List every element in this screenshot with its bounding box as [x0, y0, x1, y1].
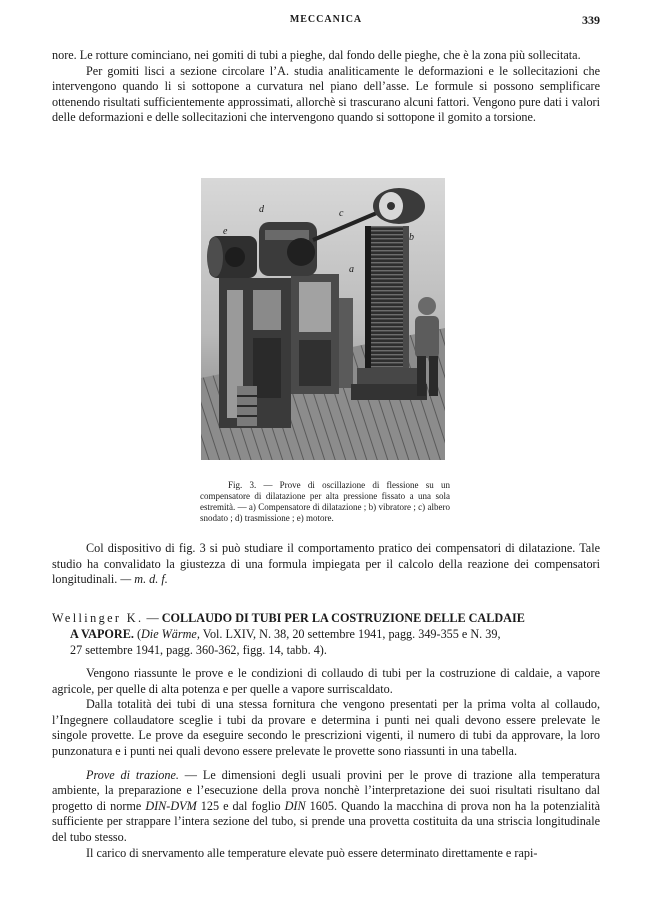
- body-paragraph-4: Il carico di snervamento alle temperature elevate può essere determinato direttamente e rapi-: [86, 845, 538, 860]
- vibrator: [373, 188, 425, 224]
- caption-text: Fig. 3. — Prove di oscillazione di flessione su un compensatore di dilatazione per alta pressione fissato a una sola estremità. — a) Compensatore di dilatazione ; b) vibratore ; c) albero snodato ; d) trasmissione ; e) motore.: [200, 480, 450, 523]
- figure-caption: [200, 480, 450, 524]
- body-paragraph-3: [52, 768, 600, 846]
- entry-citation2: 27 settembre 1941, pagg. 360-362, figg. 14, tabb. 4).: [70, 643, 327, 658]
- entry-citation-line1: A VAPORE. (Die Wärme, Vol. LXIV, N. 38, 20 settembre 1941, pagg. 349-355 e N. 39,: [70, 627, 501, 642]
- intro-paragraph: Per gomiti lisci a sezione circolare l’A. studia analiticamente le deformazioni e le sollecitazioni che intervengono quando li si sottopone a curvatura nel piano dell’asse. Le formule si possono semplificare ottenendo risultati sufficientemente approssimati, allorchè si trascurano alcuni fattori. Vengono pure dati i valori delle deformazioni e delle sollecitazioni che intervengono quando si sottopone il gomito a torsione.: [52, 63, 600, 125]
- after-figure-text: Col dispositivo di fig. 3 si può studiare il comportamento pratico dei compensatori di dilatazione. Tale studio ha convalidato la giustezza di una formula impiegata per il calcolo della reazione dei compensatori longitudinali.: [52, 541, 600, 587]
- label-b: b: [409, 232, 414, 243]
- entry-title-line1: COLLAUDO DI TUBI PER LA COSTRUZIONE DELLE CALDAIE: [161, 611, 525, 625]
- label-a: a: [349, 264, 354, 275]
- body-p3-c: 1605. Quando la macchina di prova non ha la potenzialità sufficiente per strappare l’intera sezione del tubo, si prende una provetta costituita da una striscia longitudinale del tubo stesso.: [52, 798, 600, 844]
- intro-section: [52, 48, 600, 126]
- label-d: d: [259, 204, 264, 215]
- label-c: c: [339, 208, 344, 219]
- tensile-heading: Prove di trazione.: [86, 767, 179, 782]
- test-rig-illustration: [201, 178, 445, 460]
- after-figure-section: [52, 541, 600, 588]
- bibliographic-entry: [52, 610, 600, 659]
- norm-din: DIN: [284, 798, 306, 813]
- entry-dash: —: [143, 611, 162, 625]
- body-paragraph-1: Vengono riassunte le prove e le condizioni di collaudo di tubi per la costruzione di caldaie, a vapore agricole, per quelle di alta potenza e per quelle a vapore surriscaldato.: [52, 666, 600, 696]
- entry-citation1: Vol. LXIV, N. 38, 20 settembre 1941, pagg. 349-355 e N. 39,: [199, 627, 501, 642]
- body-p3-b: 125 e dal foglio: [196, 798, 285, 813]
- page-number: 339: [582, 13, 600, 27]
- motor: [207, 236, 257, 278]
- entry-author: Wellinger K.: [52, 611, 144, 625]
- signature: — m. d. f.: [117, 572, 168, 587]
- norm-din-dvm: DIN-DVM: [145, 798, 197, 813]
- body-p3-a: — Le dimensioni degli usuali provini per le prove di trazione alla temperatura ambiente, la preparazione e l’esecuzione della prova nonchè l’interpretazione dei suoi risultati risultano dal progetto di norme: [52, 767, 600, 813]
- continuation-paragraph: nore. Le rotture cominciano, nei gomiti di tubi a pieghe, dal fondo delle pieghe, che è la zona più sollecitata.: [52, 48, 581, 62]
- entry-journal: Die Wärme,: [141, 627, 200, 642]
- after-figure-paragraph: [52, 541, 600, 588]
- page-header: [52, 14, 600, 30]
- transmission: [259, 222, 317, 276]
- label-e: e: [223, 226, 228, 237]
- body-section: [52, 666, 600, 861]
- figure-photo: [201, 178, 445, 460]
- body-paragraph-2: Dalla totalità dei tubi di una stessa fornitura che vengono presentati per la prima volta al collaudo, l’Ingegnere collaudatore sceglie i tubi da provare e determina i punti nei quali devono essere prelevate le singole provette. Le prove da eseguire secondo le prescrizioni vigenti, il numero di tubi da approvare, la loro punzonatura e i punti nei quali devono essere prelevate le provette sono riassunti in una tabella.: [52, 697, 600, 758]
- running-title: MECCANICA: [289, 14, 363, 25]
- entry-title-line2: A VAPORE.: [70, 627, 134, 642]
